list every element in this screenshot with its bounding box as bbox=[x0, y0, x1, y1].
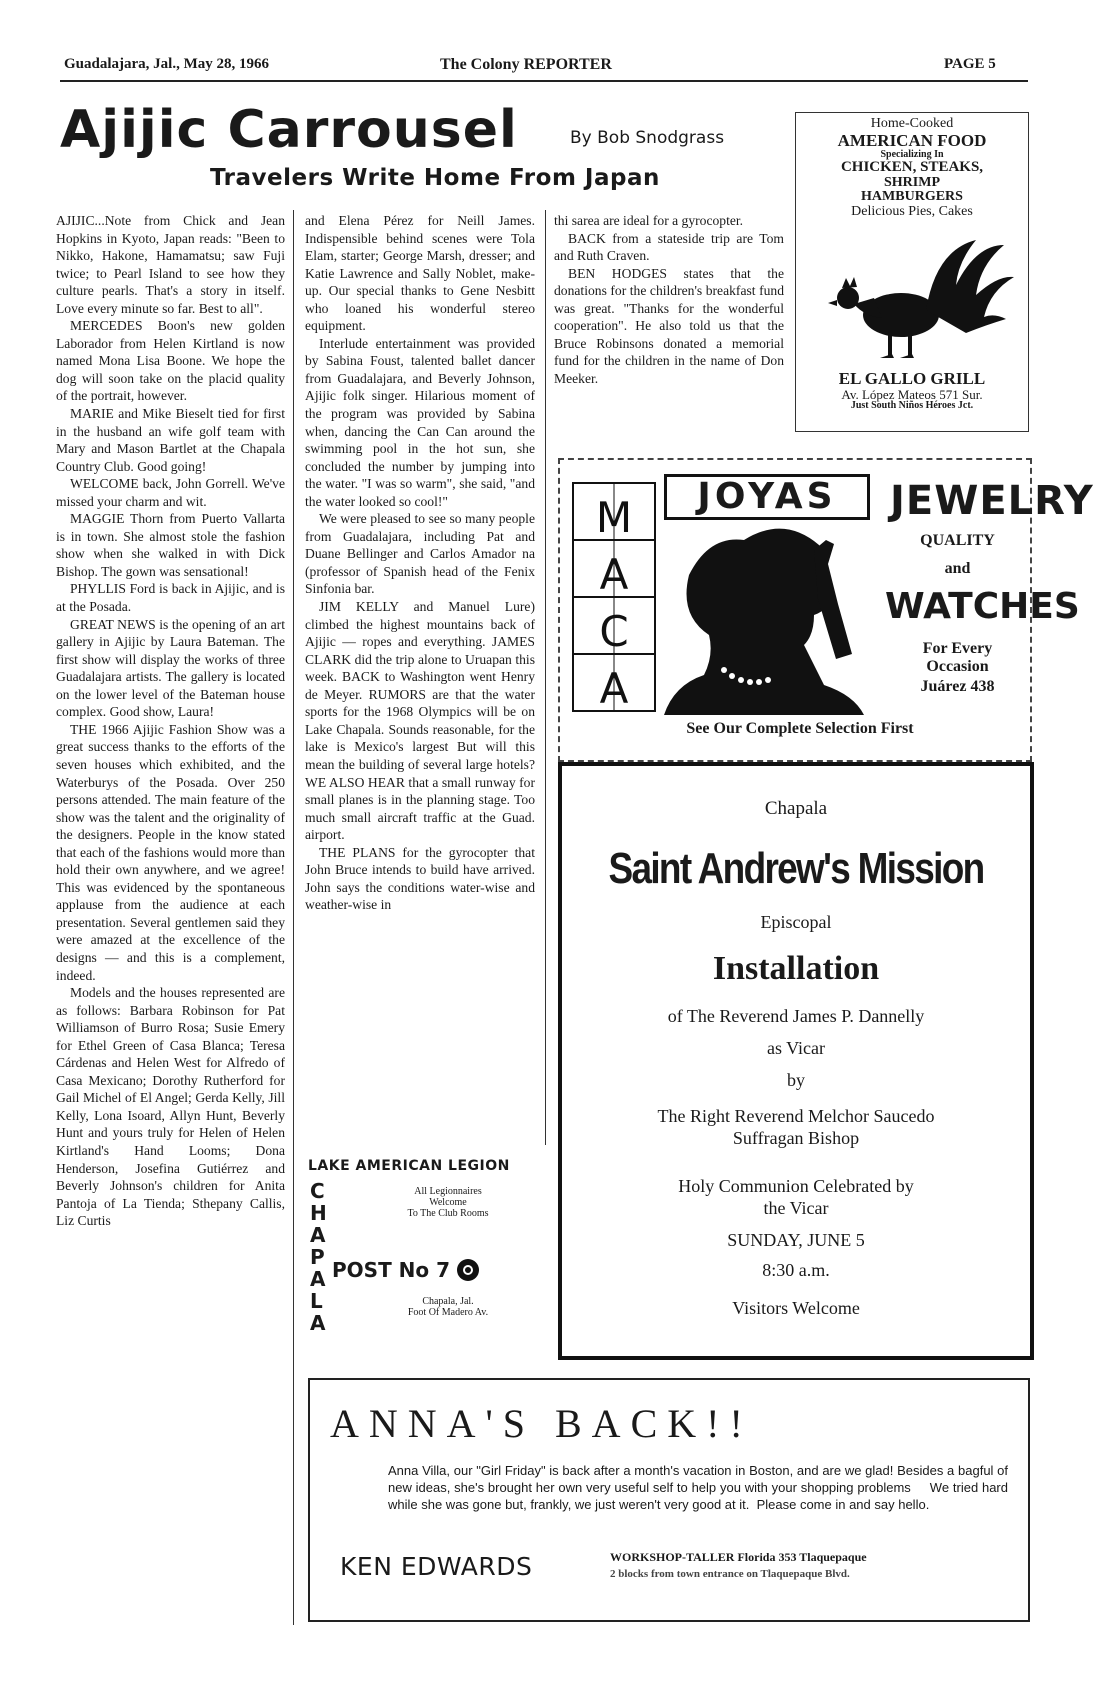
ad-place: Chapala bbox=[764, 798, 828, 819]
header-paper-name: The Colony REPORTER bbox=[440, 56, 612, 73]
legion-emblem-icon bbox=[456, 1258, 480, 1282]
ad-headline: ANNA'S BACK!! bbox=[330, 1401, 753, 1446]
paragraph: Interlude entertainment was provided by Sabina Foust, talented ballet dancer from Guadalajara, and Beverly Johnson, Ajijic folk singer. Hilarious moment of the program was provided by Sabina when, dancing the Can Can around the swimming pool in the hot sun, she concluded the number by jumping into the water. "I was so warm", she said, "and the water looked so cool!" bbox=[305, 335, 535, 509]
paragraph: WELCOME back, John Gorrell. We've missed your charm and wit. bbox=[56, 476, 285, 509]
column-divider bbox=[293, 210, 294, 1625]
ad-el-gallo-grill bbox=[795, 112, 1029, 432]
ad-directions: 2 blocks from town entrance on Tlaquepaque Blvd. bbox=[610, 1568, 850, 1580]
ad-annas-back bbox=[308, 1378, 1030, 1622]
ad-event: Installation bbox=[712, 950, 880, 987]
paragraph: and Elena Pérez for Neill James. Indispensible behind scenes were Tola Elam, starter; George Marsh, dresser; and Katie Lawrence and Sally Noblet, make-up. Our special thanks to Gene Nesbitt who loaned his wonderful stereo equipment. bbox=[305, 213, 535, 334]
svg-text:A: A bbox=[599, 550, 629, 599]
ad-joyas-jewelry bbox=[558, 458, 1094, 762]
ad-text: Visitors Welcome bbox=[732, 1298, 860, 1318]
joyas-logo: JOYAS bbox=[664, 474, 870, 520]
ad-text-occasion: Occasion bbox=[926, 658, 989, 675]
ad-text: as Vicar bbox=[766, 1038, 826, 1058]
ad-american-legion bbox=[308, 1158, 534, 1348]
paragraph: Models and the houses represented are as follows: Barbara Robinson for Pat Williamson of Burro Rosa; Susie Emery for Ethel Green of Casa Blanca; Teresa Cárdenas and Helen West for Alfredo of Casa Mexicano; Dorothy Rutherford for Gail Michel of El Angel; Gerda Kelly, Jill Kelly, Lona Isoard, Allyn Hunt, Beverly Hunt and yours truly for Helen of Helen Kirtland's Hand Looms; Dona Henderson, Josefina Gutiérrez and Beverly Johnson's children for Anita Pantoja of La Tienda; Sthepany Callis, Liz Curtis bbox=[56, 985, 285, 1229]
ad-date: SUNDAY, JUNE 5 bbox=[727, 1230, 865, 1250]
svg-text:M: M bbox=[595, 493, 633, 542]
header-page-number: PAGE 5 bbox=[944, 56, 996, 72]
ad-line: AMERICAN FOOD bbox=[837, 130, 987, 150]
ad-text: Welcome bbox=[429, 1197, 467, 1208]
ad-heading-jewelry: JEWELRY bbox=[890, 478, 1094, 524]
ad-text: Suffragan Bishop bbox=[732, 1128, 860, 1148]
paragraph: JIM KELLY and Manuel Lure) climbed the highest mountains back of Ajijic — ropes and everything. JAMES CLARK did the trip alone to Uruapan this week. BACK to Washington went Henry de Meyer. RUMORS are that the water sports for the 1968 Olympics will be on Lake Chapala. Sounds reasonable, for the lake is Mexico's largest But will this mean the building of several large hotels? WE ALSO HEAR that a small runway for small planes is in the planning stage. Too much small aircraft traffic at the Guad. airport. bbox=[305, 599, 535, 843]
rooster-icon bbox=[796, 220, 1028, 370]
ad-line: CHICKEN, STEAKS, bbox=[840, 159, 984, 176]
ad-text: of The Reverend James P. Dannelly bbox=[667, 1006, 925, 1026]
article-byline: By Bob Snodgrass bbox=[570, 128, 725, 148]
ad-legion-address bbox=[368, 1296, 528, 1318]
ad-text: Holy Communion Celebrated by bbox=[678, 1176, 914, 1196]
ad-line: HAMBURGERS bbox=[861, 189, 963, 205]
header-rule bbox=[60, 80, 1028, 82]
ad-business-name: EL GALLO GRILL bbox=[838, 368, 986, 388]
ad-name: KEN EDWARDS bbox=[340, 1552, 533, 1581]
paragraph: BEN HODGES states that the donations for the children's breakfast fund was great. "Thanks for the wonderful cooperation". He also told us that the Bruce Robinsons donated a memorial fund for the children in the name of Don Meeker. bbox=[554, 265, 784, 386]
ad-body: Anna Villa, our "Girl Friday" is back after a month's vacation in Boston, and are we glad! Besides a bagful of new ideas, she's brought her own very useful self to help you with your shopping problems We tried hard while she was gone but, frankly, we just weren't very good at it. Please come in and say hello. bbox=[388, 1463, 1012, 1512]
ad-text: the Vicar bbox=[763, 1198, 829, 1218]
ad-line: SHRIMP bbox=[884, 174, 940, 190]
ad-directions: Just South Niños Héroes Jct. bbox=[850, 400, 974, 412]
ad-denomination: Episcopal bbox=[760, 912, 832, 932]
ad-text: The Right Reverend Melchor Saucedo bbox=[657, 1106, 935, 1126]
paragraph: PHYLLIS Ford is back in Ajijic, and is at the Posada. bbox=[56, 581, 285, 615]
article-title: Ajijic Carrousel bbox=[60, 100, 518, 160]
paragraph: AJIJIC...Note from Chick and Jean Hopkins in Kyoto, Japan reads: "Been to Nikko, Hakone, Hamamatsu; saw Fuji twice; to Pearl Island to see how they culture pearls. That's a story in itself. Love every minute so far. Best to all". bbox=[56, 213, 285, 316]
ad-text: by bbox=[787, 1070, 805, 1090]
ad-mission-name: Saint Andrew's Mission bbox=[608, 844, 984, 893]
svg-text:C: C bbox=[599, 607, 629, 656]
paragraph: GREAT NEWS is the opening of an art gallery in Ajijic by Laura Bateman. The first show will display the works of three Guadalajara artists. The gallery is located on the lower level of the Bateman house complex. Good show, Laura! bbox=[56, 616, 285, 720]
ad-text: Chapala, Jal. bbox=[422, 1296, 474, 1307]
article-subtitle: Travelers Write Home From Japan bbox=[210, 165, 660, 191]
header-dateline: Guadalajara, Jal., May 28, 1966 bbox=[64, 56, 269, 72]
ad-legion-vertical-text: CHAPALA bbox=[310, 1179, 327, 1335]
paragraph: BACK from a stateside trip are Tom and Ruth Craven. bbox=[554, 230, 784, 264]
ad-text-and: and bbox=[944, 560, 971, 577]
paragraph: THE 1966 Ajijic Fashion Show was a great success thanks to the efforts of the seven houses which exhibited, and the Waterburys of the Posada. Over 250 persons attended. The main feature of the show was the talent and the originality of the designers. People in the know stated that each of the fashions would more than hold their own anywhere, and we agree! This was evidenced by the spontaneous applause from the audience at each presentation. Several gentlemen said they were amazed at the excellence of the designs — and this is a complement, indeed. bbox=[56, 721, 285, 983]
paragraph: thi sarea are ideal for a gyrocopter. bbox=[554, 213, 744, 228]
paragraph: THE PLANS for the gyrocopter that John Bruce intends to build have arrived. John says the conditions water-wise and weather-wise in bbox=[305, 844, 535, 913]
column-divider bbox=[545, 210, 546, 1145]
ad-saint-andrews-mission bbox=[558, 762, 1034, 1360]
ad-heading-watches: WATCHES bbox=[885, 586, 1080, 627]
paragraph: MERCEDES Boon's new golden Laborador from Helen Kirtland is now named Mona Lisa Boone. We hope the dog will soon take on the placid quality of the portrait, however. bbox=[56, 318, 285, 404]
article-column-2 bbox=[305, 212, 535, 914]
ad-text: All Legionnaires bbox=[414, 1186, 482, 1197]
ad-line: Home-Cooked bbox=[870, 116, 954, 131]
woman-silhouette-icon bbox=[664, 520, 864, 715]
svg-text:A: A bbox=[599, 664, 629, 712]
paragraph: We were pleased to see so many people from Guadalajara, including Pat and Duane Bellinger and Carlos Amador na (professor of Spanish head of the Fenix Sinfonia bar. bbox=[305, 511, 535, 597]
article-column-1 bbox=[56, 212, 285, 1627]
macame-logo-icon bbox=[572, 482, 656, 712]
ad-line: Delicious Pies, Cakes bbox=[851, 204, 973, 220]
ad-legion-title: LAKE AMERICAN LEGION bbox=[308, 1158, 510, 1174]
ad-address: Av. López Mateos 571 Sur. bbox=[841, 386, 983, 402]
article-column-3 bbox=[554, 212, 784, 387]
ad-legion-post: POST No 7 bbox=[332, 1258, 451, 1282]
paragraph: MAGGIE Thorn from Puerto Vallarta is in town. She almost stole the fashion show when she walked in with Dick Bishop. The gown was sensational! bbox=[56, 511, 285, 579]
ad-line: Specializing In bbox=[880, 148, 944, 160]
ad-text-quality: QUALITY bbox=[920, 532, 995, 549]
ad-footer: See Our Complete Selection First bbox=[686, 720, 914, 737]
ad-workshop: WORKSHOP-TALLER Florida 353 Tlaquepaque bbox=[610, 1550, 867, 1564]
paragraph: MARIE and Mike Bieselt tied for first in the husband an wife golf team with Mary and Mason Bartlet at the Chapala Country Club. Good going! bbox=[56, 406, 285, 474]
ad-time: 8:30 a.m. bbox=[762, 1260, 830, 1280]
ad-text: To The Club Rooms bbox=[407, 1208, 489, 1219]
ad-text-occasion: For Every bbox=[922, 640, 993, 657]
page-header bbox=[0, 0, 1104, 90]
ad-address: Juárez 438 bbox=[920, 678, 995, 695]
ad-text: Foot Of Madero Av. bbox=[407, 1307, 489, 1318]
ad-legion-welcome bbox=[368, 1186, 528, 1219]
